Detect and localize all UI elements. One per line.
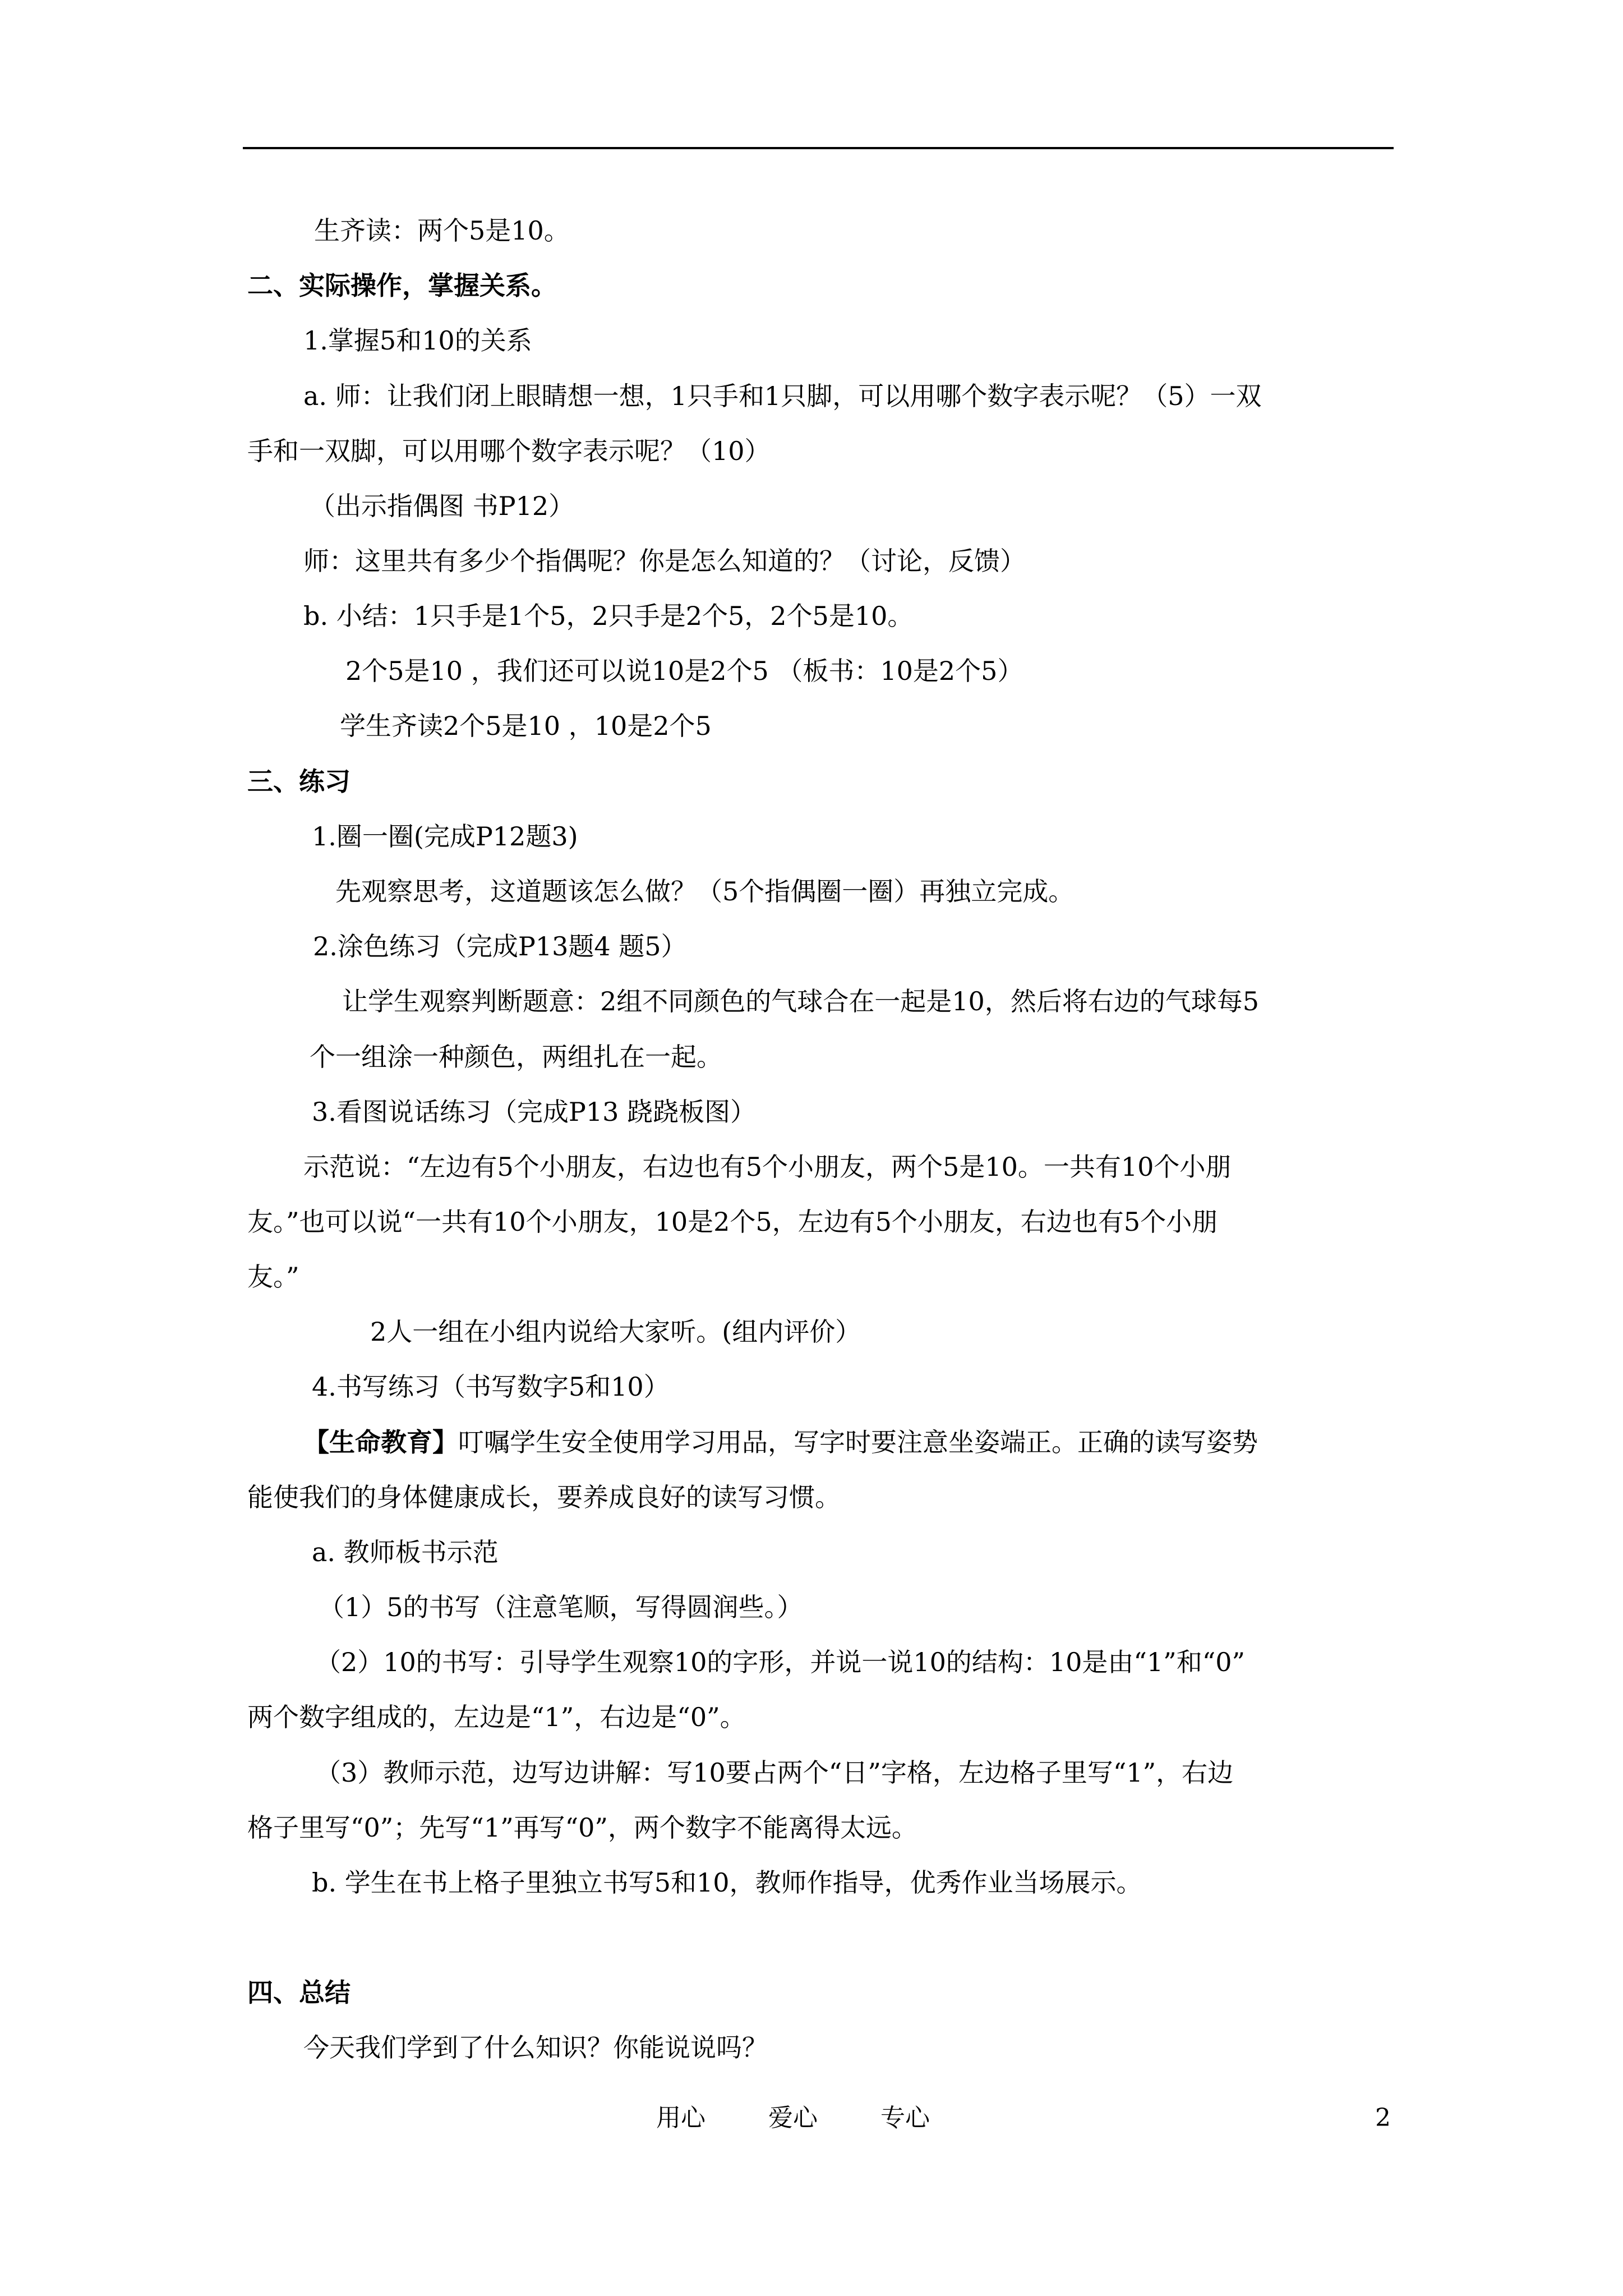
text-line: 示范说：“左边有5个小朋友，右边也有5个小朋友，两个5是10。一共有10个小朋 xyxy=(303,1152,1232,1182)
header-rule xyxy=(243,147,1394,149)
text-line: 手和一双脚，可以用哪个数字表示呢？（10） xyxy=(247,436,771,466)
section-heading: 二、实际操作，掌握关系。 xyxy=(247,270,557,301)
life-education-text: 叮嘱学生安全使用学习用品，写字时要注意坐姿端正。正确的读写姿势 xyxy=(458,1427,1258,1457)
footer-motto-2: 爱心 xyxy=(768,2104,818,2132)
text-line: （2）10的书写：引导学生观察10的字形，并说一说10的结构：10是由“1”和“0” xyxy=(315,1647,1245,1677)
text-line: a. 教师板书示范 xyxy=(312,1537,499,1567)
text-line: 1.圈一圈(完成P12题3) xyxy=(312,821,578,852)
text-line: a. 师：让我们闭上眼睛想一想，1只手和1只脚，可以用哪个数字表示呢？（5）一双 xyxy=(303,381,1262,411)
text-line xyxy=(303,1426,1258,1458)
text-line: 4.书写练习（书写数字5和10） xyxy=(312,1372,670,1402)
text-line: 格子里写“0”；先写“1”再写“0”，两个数字不能离得太远。 xyxy=(247,1812,917,1843)
life-education-tag: 【生命教育】 xyxy=(303,1427,458,1457)
text-line: 学生齐读2个5是10 ，10是2个5 xyxy=(340,711,712,741)
text-line: 让学生观察判断题意：2组不同颜色的气球合在一起是10，然后将右边的气球每5 xyxy=(342,986,1260,1016)
text-line: 个一组涂一种颜色，两组扎在一起。 xyxy=(310,1042,722,1072)
text-line: 能使我们的身体健康成长，要养成良好的读写习惯。 xyxy=(247,1482,841,1512)
text-line: 今天我们学到了什么知识？你能说说吗？ xyxy=(303,2032,768,2063)
text-line: 2人一组在小组内说给大家听。(组内评价） xyxy=(370,1317,861,1347)
text-line: 2.涂色练习（完成P13题4 题5） xyxy=(313,931,687,961)
text-line: 生齐读：两个5是10。 xyxy=(314,215,570,246)
text-line: （3）教师示范，边写边讲解：写10要占两个“日”字格，左边格子里写“1”，右边 xyxy=(315,1757,1234,1788)
text-line: （出示指偶图 书P12） xyxy=(310,491,575,521)
text-line: b. 学生在书上格子里独立书写5和10，教师作指导，优秀作业当场展示。 xyxy=(312,1867,1142,1898)
text-line: 3.看图说话练习（完成P13 跷跷板图） xyxy=(312,1097,756,1127)
section-heading: 四、总结 xyxy=(247,1977,351,2008)
footer-motto-3: 专心 xyxy=(880,2104,930,2132)
text-line: 师：这里共有多少个指偶呢？你是怎么知道的？（讨论，反馈） xyxy=(303,546,1026,576)
text-line: 友。” xyxy=(247,1262,299,1292)
section-heading: 三、练习 xyxy=(247,766,351,797)
footer-motto-1: 用心 xyxy=(656,2104,706,2132)
text-line: （1）5的书写（注意笔顺，写得圆润些。） xyxy=(319,1592,803,1622)
text-line: 2个5是10 ，我们还可以说10是2个5 （板书：10是2个5） xyxy=(345,656,1023,686)
text-line: 1.掌握5和10的关系 xyxy=(303,325,532,356)
text-line: 先观察思考，这道题该怎么做？（5个指偶圈一圈）再独立完成。 xyxy=(335,876,1075,907)
text-line: 友。”也可以说“一共有10个小朋友，10是2个5，左边有5个小朋友，右边也有5个小朋 xyxy=(247,1207,1218,1237)
page-number: 2 xyxy=(1375,2104,1391,2132)
text-line: b. 小结：1只手是1个5，2只手是2个5，2个5是10。 xyxy=(303,601,914,631)
text-line: 两个数字组成的，左边是“1”，右边是“0”。 xyxy=(247,1702,746,1732)
